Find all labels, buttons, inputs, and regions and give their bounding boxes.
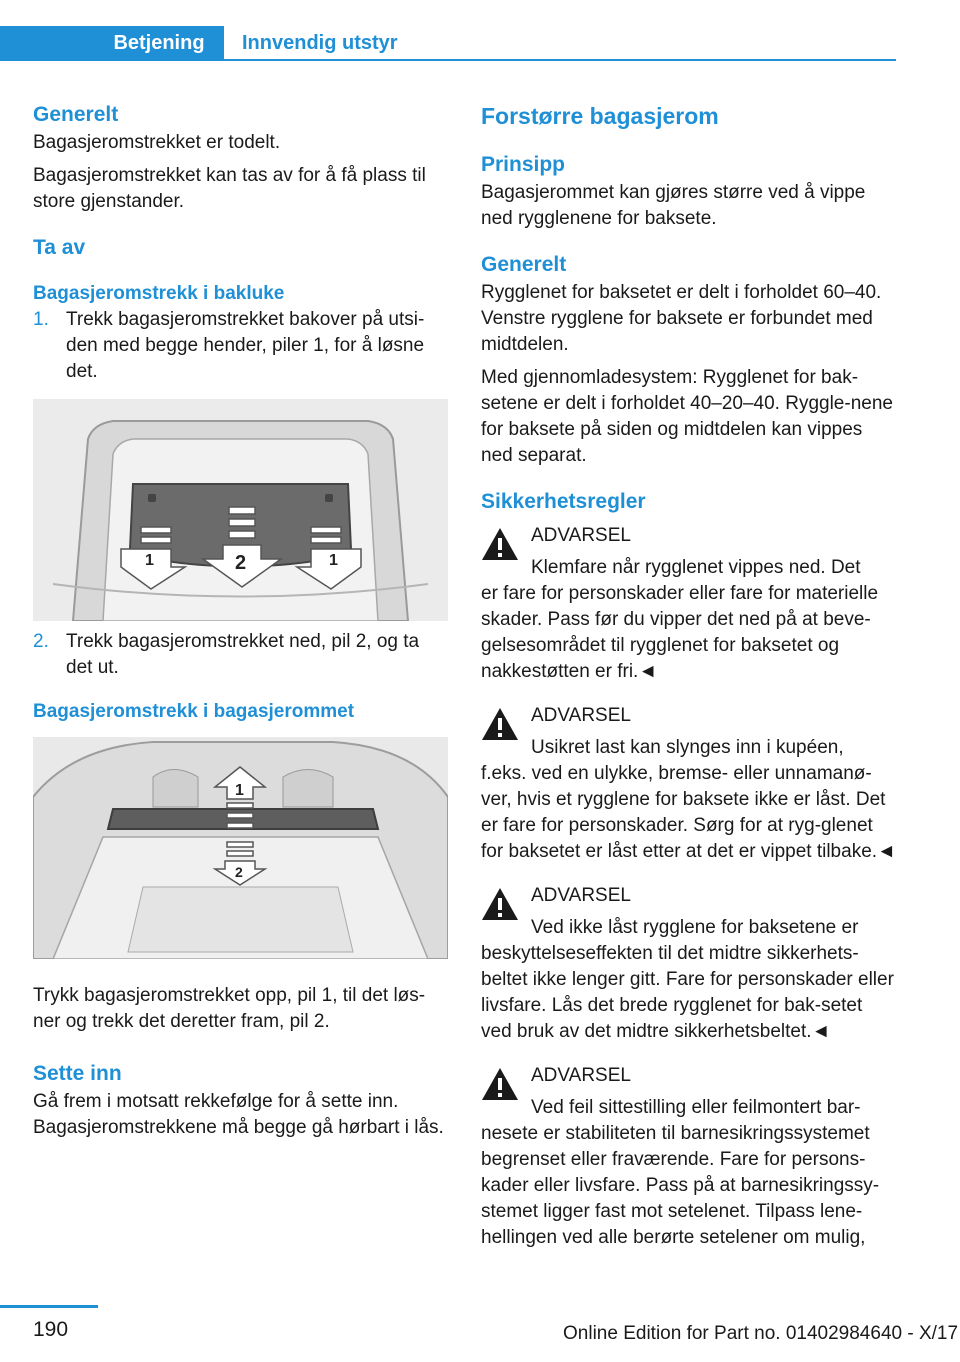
warning-triangle-icon xyxy=(481,707,519,741)
paragraph: Trykk bagasjeromstrekket opp, pil 1, til det løs-ner og trekk det deretter fram, pil 2. xyxy=(33,985,426,1032)
heading-prinsipp: Prinsipp xyxy=(481,153,566,176)
left-column xyxy=(33,100,448,1141)
warning-triangle-icon xyxy=(481,527,519,561)
heading-sikkerhetsregler: Sikkerhetsregler xyxy=(481,490,646,513)
step-text: Trekk bagasjeromstrekket bakover på utsi-den med begge hender, piler 1, for å løsne det. xyxy=(66,309,425,382)
paragraph: Bagasjerommet kan gjøres større ved å vippe ned rygglenene for baksete. xyxy=(481,182,866,229)
arrow-label-2: 2 xyxy=(235,552,247,574)
tailgate-illustration xyxy=(33,399,448,621)
paragraph: Bagasjeromstrekket er todelt. xyxy=(33,132,281,153)
warning-text-first: Usikret last kan slynges inn i kupéen, xyxy=(531,737,844,758)
warning-text: f.eks. ved en ulykke, bremse- eller unnamanø-ver, hvis et rygglene for baksete ikke er låst. Det er fare for personskader. Sørg for at ryg-glenet for baksetet er låst etter at det er vippet tilbake.◄ xyxy=(481,763,896,862)
page-number: 190 xyxy=(33,1318,69,1341)
warning-4 xyxy=(481,1063,896,1251)
paragraph: Bagasjeromstrekkene må begge gå hørbart i lås. xyxy=(33,1117,444,1138)
warning-text-first: Ved feil sittestilling eller feilmontert bar- xyxy=(531,1097,861,1118)
warning-2 xyxy=(481,703,896,865)
warning-text: er fare for personskader eller fare for materielle skader. Pass før du vipper det ned på at beve-gelsesområdet til rygglenet for baksetet og nakkestøtten er fri.◄ xyxy=(481,583,879,682)
arrow-label-1: 1 xyxy=(235,782,244,799)
right-column xyxy=(481,100,896,1251)
heading-generelt: Generelt xyxy=(33,103,119,126)
paragraph: Med gjennomladesystem: Rygglenet for bak-setene er delt i forholdet 40–20–40. Ryggle-nene for baksete på siden og midtdelen kan vippes ned separat. xyxy=(481,367,893,466)
paragraph: Gå frem i motsatt rekkefølge for å sette inn. xyxy=(33,1091,399,1112)
warning-title: ADVARSEL xyxy=(531,705,631,726)
heading-sette-inn: Sette inn xyxy=(33,1062,122,1085)
tab-betjening[interactable]: Betjening xyxy=(0,26,224,61)
warning-text-first: Ved ikke låst rygglene for baksetene er xyxy=(531,917,859,938)
heading-ta-av: Ta av xyxy=(33,236,86,259)
warning-text: beskyttelseseffekten til det midtre sikkerhets-beltet ikke lenger gitt. Fare for personskader eller livsfare. Lås det brede rygglenet for bak-setet ved bruk av det midtre sikkerhetsbeltet.◄ xyxy=(481,943,894,1042)
warning-text: nesete er stabiliteten til barnesikringssystemet begrenset eller fraværende. Fare for persons-kader eller livsfare. Pass på at barnesikringssy-stemet ligger fast mot setelenet. Tilpass lene-hellingen ved alle berørte setelener om mulig, xyxy=(481,1123,880,1248)
arrow-label-1-left: 1 xyxy=(145,552,154,569)
heading-bakluke: Bagasjeromstrekk i bakluke xyxy=(33,283,285,304)
arrow-label-1-right: 1 xyxy=(329,552,338,569)
step-1 xyxy=(33,307,448,385)
tab-innvendig-utstyr[interactable]: Innvendig utstyr xyxy=(242,32,398,54)
step-text: Trekk bagasjeromstrekket ned, pil 2, og ta det ut. xyxy=(66,631,420,678)
paragraph: Bagasjeromstrekket kan tas av for å få plass til store gjenstander. xyxy=(33,165,426,212)
warning-title: ADVARSEL xyxy=(531,525,631,546)
heading-forstorre: Forstørre bagasjerom xyxy=(481,103,719,129)
step-number: 1. xyxy=(33,309,49,330)
warning-title: ADVARSEL xyxy=(531,885,631,906)
warning-triangle-icon xyxy=(481,1067,519,1101)
chapter-tabs xyxy=(0,26,896,61)
paragraph: Rygglenet for baksetet er delt i forholdet 60–40. Venstre rygglene for baksete er forbundet med midtdelen. xyxy=(481,282,882,355)
step-2 xyxy=(33,629,448,681)
heading-bagasjerommet: Bagasjeromstrekk i bagasjerommet xyxy=(33,701,355,722)
step-number: 2. xyxy=(33,631,49,652)
arrow-label-2: 2 xyxy=(235,864,243,880)
warning-1 xyxy=(481,523,896,685)
warning-3 xyxy=(481,883,896,1045)
page-number-rule xyxy=(0,1305,98,1308)
edition-footer: Online Edition for Part no. 01402984640 - X/17 xyxy=(563,1323,959,1344)
heading-generelt: Generelt xyxy=(481,253,567,276)
tab-underline xyxy=(224,59,896,61)
warning-title: ADVARSEL xyxy=(531,1065,631,1086)
warning-triangle-icon xyxy=(481,887,519,921)
warning-text-first: Klemfare når rygglenet vippes ned. Det xyxy=(531,557,861,578)
cargo-area-illustration xyxy=(33,737,448,959)
